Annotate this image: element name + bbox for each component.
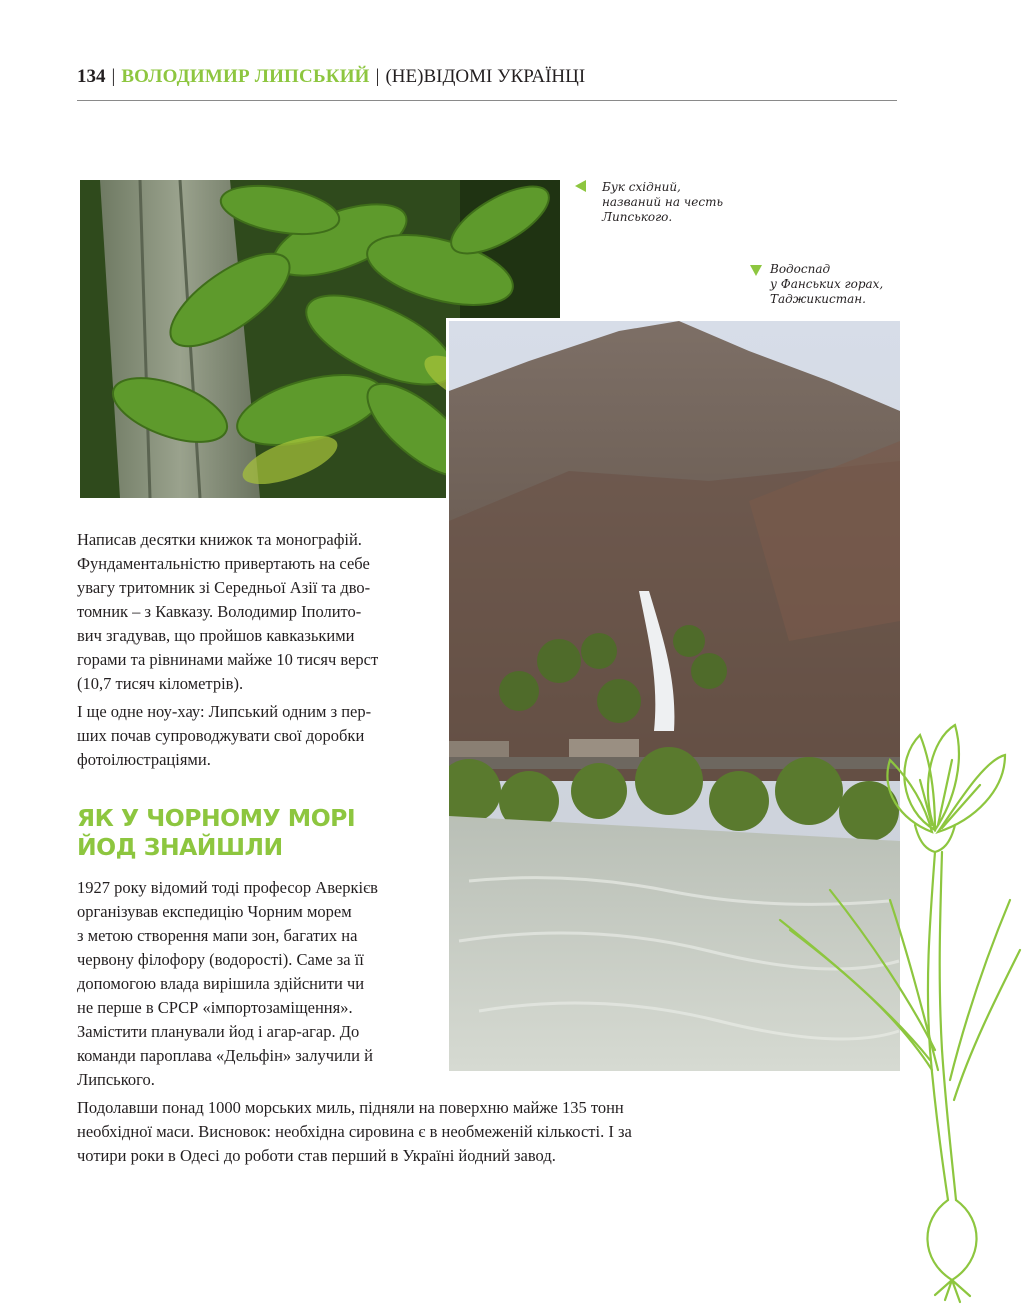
heading-line: ЙОД ЗНАЙШЛИ [77, 833, 283, 861]
header-rule [77, 100, 897, 101]
text-line: Фундаментальністю привертають на себе [77, 554, 370, 573]
running-header [77, 66, 897, 96]
text-line: команди пароплава «Дельфін» залучили й [77, 1046, 373, 1065]
text-line: (10,7 тисяч кілометрів). [77, 674, 244, 693]
beech-caption [602, 180, 723, 225]
page-number: 134 [77, 66, 106, 87]
caption-line: у Фанських горах, [770, 277, 884, 291]
header-book-title: (НЕ)ВІДОМІ УКРАЇНЦІ [385, 66, 586, 87]
section-heading [77, 804, 355, 862]
text-line: Замістити планували йод і агар-агар. До [77, 1022, 360, 1041]
caption-line: Липського. [602, 210, 673, 224]
text-line: горами та рівнинами майже 10 тисяч верст [77, 650, 379, 669]
text-line: з метою створення мапи зон, багатих на [77, 926, 358, 945]
caption-line: названий на честь [602, 195, 723, 209]
text-line: 1927 року відомий тоді професор Аверкієв [77, 878, 378, 897]
text-line: Написав десятки книжок та монографій. [77, 530, 362, 549]
text-line: І ще одне ноу-хау: Липський одним з пер- [77, 702, 372, 721]
caption-arrow-left-icon [575, 180, 586, 192]
text-line: Подолавши понад 1000 морських миль, підняли на поверхню майже 135 тонн [77, 1098, 624, 1117]
caption-arrow-down-icon [750, 265, 762, 276]
heading-line: ЯК У ЧОРНОМУ МОРІ [77, 804, 356, 832]
caption-line: Бук східний, [602, 180, 681, 194]
text-line: червону філофору (водорості). Саме за її [77, 950, 364, 969]
header-separator: | [375, 66, 380, 87]
text-line: ших почав супроводжувати свої доробки [77, 726, 365, 745]
text-line: організував експедицію Чорним морем [77, 902, 352, 921]
header-author: ВОЛОДИМИР ЛИПСЬКИЙ [121, 66, 370, 87]
paragraph-expedition [77, 876, 378, 1092]
text-line: допомогою влада вирішила здійснити чи [77, 974, 365, 993]
text-line: не перше в СРСР «імпортозаміщення». [77, 998, 353, 1017]
paragraph-books [77, 528, 378, 696]
caption-line: Водоспад [770, 262, 831, 276]
text-line: увагу тритомник зі Середньої Азії та дво- [77, 578, 371, 597]
paragraph-photo-illustrations [77, 700, 371, 772]
waterfall-caption [770, 262, 883, 307]
caption-line: Таджикистан. [770, 292, 866, 306]
text-line: фотоілюстраціями. [77, 750, 211, 769]
text-line: Липського. [77, 1070, 155, 1089]
paragraph-results [77, 1096, 632, 1168]
saffron-flower-illustration [770, 720, 1024, 1306]
text-line: томник – з Кавказу. Володимир Іполито- [77, 602, 362, 621]
text-line: вич згадував, що пройшов кавказькими [77, 626, 355, 645]
text-line: необхідної маси. Висновок: необхідна сировина є в необмеженій кількості. І за [77, 1122, 632, 1141]
header-separator: | [111, 66, 116, 87]
text-line: чотири роки в Одесі до роботи став перший в Україні йодний завод. [77, 1146, 556, 1165]
